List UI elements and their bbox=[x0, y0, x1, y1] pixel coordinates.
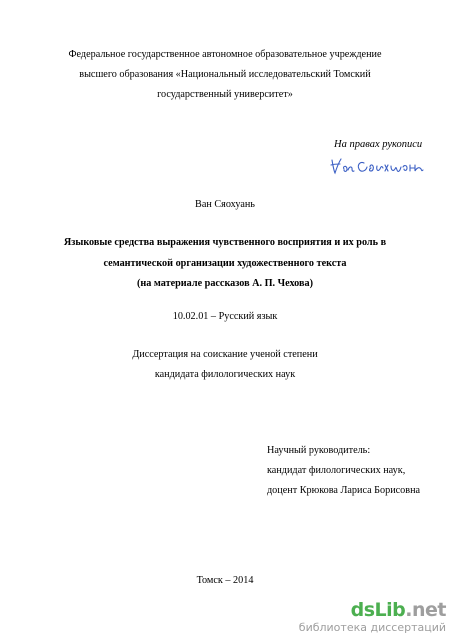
logo-lib: Lib bbox=[374, 599, 406, 621]
handwritten-signature bbox=[328, 154, 428, 183]
city-year: Томск – 2014 bbox=[196, 575, 254, 586]
title-line-1: Языковые средства выражения чувственного восприятия и их роль в bbox=[63, 237, 387, 248]
institution-line-1: Федеральное государственное автономное образовательное учреждение bbox=[68, 49, 382, 60]
supervisor-line-1: Научный руководитель: bbox=[267, 445, 371, 456]
supervisor-line-2: кандидат филологических наук, bbox=[267, 465, 406, 476]
dissertation-title bbox=[0, 233, 450, 295]
watermark-subtitle: библиотека диссертаций bbox=[298, 621, 446, 634]
logo-dot: . bbox=[405, 599, 412, 621]
author-name: Ван Сяохуань bbox=[195, 199, 255, 210]
supervisor-info bbox=[267, 441, 420, 501]
logo-ds: ds bbox=[350, 599, 375, 621]
institution-line-2: высшего образования «Национальный исследовательский Томский bbox=[79, 69, 371, 80]
institution-name bbox=[0, 45, 450, 105]
title-line-2: семантической организации художественного текста bbox=[103, 257, 347, 269]
specialty-code: 10.02.01 – Русский язык bbox=[172, 311, 278, 322]
degree-line-2: кандидата филологических наук bbox=[154, 369, 296, 380]
institution-line-3: государственный университет» bbox=[157, 89, 293, 100]
title-line-3: (на материале рассказов А. П. Чехова) bbox=[137, 278, 313, 289]
manuscript-rights bbox=[334, 138, 428, 183]
degree-line-1: Диссертация на соискание ученой степени bbox=[132, 349, 318, 360]
dslib-logo bbox=[299, 599, 446, 621]
degree-statement bbox=[0, 345, 450, 385]
supervisor-line-3: доцент Крюкова Лариса Борисовна bbox=[267, 485, 421, 496]
signature-image bbox=[328, 154, 428, 178]
dslib-watermark[interactable] bbox=[299, 599, 446, 634]
rights-label: На правах рукописи bbox=[334, 139, 423, 150]
logo-net: net bbox=[412, 599, 446, 621]
